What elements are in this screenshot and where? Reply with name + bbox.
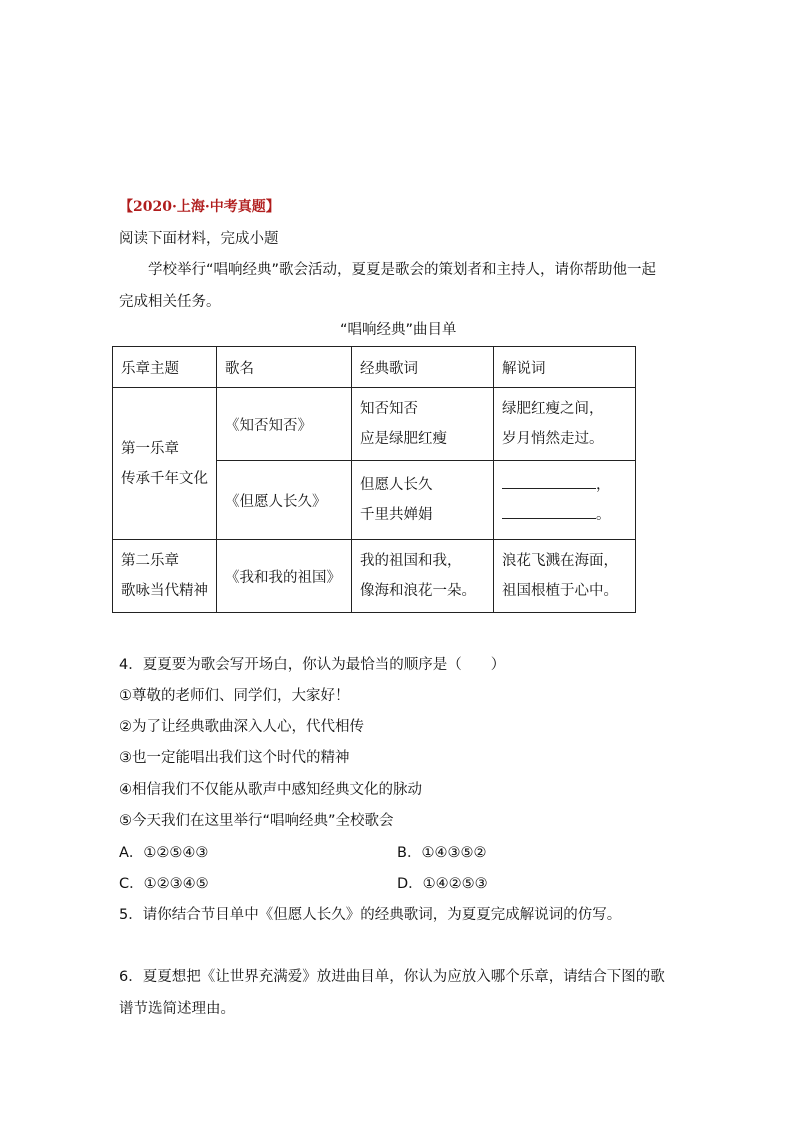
song-cell: 《我和我的祖国》 xyxy=(217,540,352,613)
movement-theme: 传承千年文化 xyxy=(121,470,208,487)
lyrics-cell xyxy=(352,388,494,461)
question-6-line-1: 6．夏夏想把《让世界充满爱》放进曲目单，你认为应放入哪个乐章，请结合下图的歌 xyxy=(119,969,665,985)
header-cell: 歌名 xyxy=(217,347,352,388)
header-cell: 解说词 xyxy=(494,347,636,388)
table-caption: “唱响经典”曲目单 xyxy=(340,322,457,338)
answer-blank-2[interactable] xyxy=(502,500,627,530)
question-6-line-2: 谱节选简述理由。 xyxy=(119,1001,235,1017)
lyrics-cell xyxy=(352,461,494,540)
q4-item: ①尊敬的老师们、同学们，大家好！ xyxy=(119,688,350,704)
table-row xyxy=(113,540,636,613)
comment-cell xyxy=(494,540,636,613)
lyric-line: 千里共婵娟 xyxy=(360,507,433,523)
q4-item: ③也一定能唱出我们这个时代的精神 xyxy=(119,750,350,766)
header-cell: 乐章主题 xyxy=(113,347,217,388)
question-5: 5．请你结合节目单中《但愿人长久》的经典歌词，为夏夏完成解说词的仿写。 xyxy=(119,907,622,923)
comment-line: 浪花飞溅在海面， xyxy=(502,553,618,569)
comment-cell xyxy=(494,388,636,461)
q4-item: ②为了让经典歌曲深入人心，代代相传 xyxy=(119,719,364,735)
answer-blank-1[interactable] xyxy=(502,470,627,500)
intro-line-1: 学校举行“唱响经典”歌会活动，夏夏是歌会的策划者和主持人，请你帮助他一起 xyxy=(148,262,657,278)
q4-item: ④相信我们不仅能从歌声中感知经典文化的脉动 xyxy=(119,782,422,798)
movement-cell xyxy=(113,388,217,540)
movement-title: 第二乐章 xyxy=(121,553,179,569)
punct: ， xyxy=(596,477,611,493)
song-table xyxy=(112,346,636,613)
lyric-line: 知否知否 xyxy=(360,401,418,417)
option-b[interactable]: B．①④③⑤② xyxy=(397,845,487,861)
blank-line[interactable] xyxy=(502,474,596,489)
source-tag: 【2020·上海·中考真题】 xyxy=(119,199,280,215)
movement-cell xyxy=(113,540,217,613)
instruction: 阅读下面材料，完成小题 xyxy=(119,231,279,247)
lyric-line: 像海和浪花一朵。 xyxy=(360,583,476,599)
option-a[interactable]: A．①②⑤④③ xyxy=(119,845,209,861)
movement-theme: 歌咏当代精神 xyxy=(121,583,208,599)
table-row xyxy=(113,388,636,461)
intro-line-2: 完成相关任务。 xyxy=(119,294,221,310)
comment-line: 祖国根植于心中。 xyxy=(502,583,618,599)
lyrics-cell xyxy=(352,540,494,613)
song-cell: 《但愿人长久》 xyxy=(217,461,352,540)
option-d[interactable]: D．①④②⑤③ xyxy=(397,876,488,892)
lyric-line: 应是绿肥红瘦 xyxy=(360,431,447,447)
question-4-stem: 4．夏夏要为歌会写开场白，你认为最恰当的顺序是（ ） xyxy=(119,657,506,673)
header-cell: 经典歌词 xyxy=(352,347,494,388)
lyric-line: 但愿人长久 xyxy=(360,477,433,493)
movement-title: 第一乐章 xyxy=(121,440,179,457)
lyric-line: 我的祖国和我， xyxy=(360,553,462,569)
option-c[interactable]: C．①②③④⑤ xyxy=(119,876,209,892)
q4-item: ⑤今天我们在这里举行“唱响经典”全校歌会 xyxy=(119,813,394,829)
song-cell: 《知否知否》 xyxy=(217,388,352,461)
punct: 。 xyxy=(596,507,611,523)
comment-line: 绿肥红瘦之间， xyxy=(502,401,604,417)
table-header-row xyxy=(113,347,636,388)
blank-line[interactable] xyxy=(502,504,596,519)
comment-blank-cell xyxy=(494,461,636,540)
comment-line: 岁月悄然走过。 xyxy=(502,431,604,447)
